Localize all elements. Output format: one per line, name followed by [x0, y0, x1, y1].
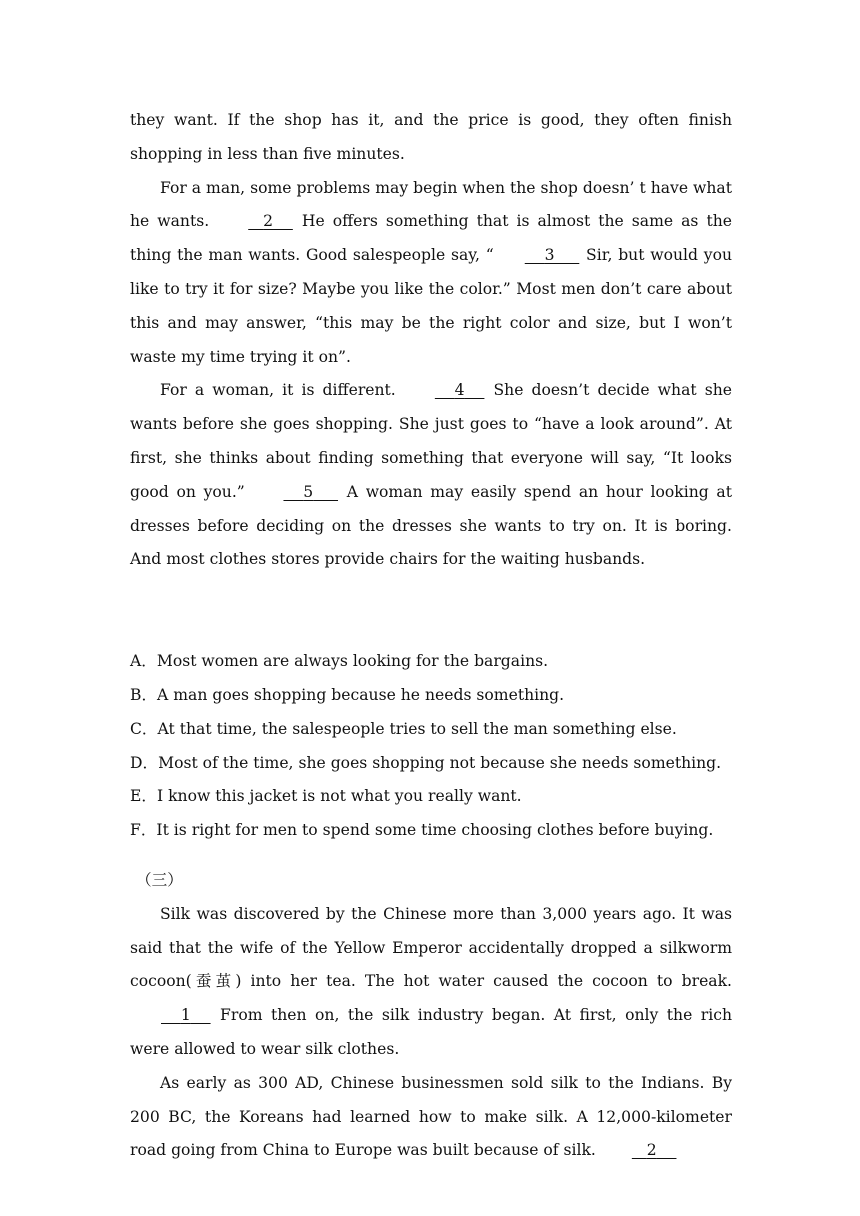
option-b: B．A man goes shopping because he needs something.	[130, 685, 565, 704]
text-segment: From then on, the silk industry began. At first, only the rich were allowed to wear silk clothes.	[130, 1006, 732, 1058]
text-segment: Sir, but would you like to try it for size? Maybe you like the color.” Most men don’t care about this and may answer, “this may be the right color and size, but I won’t waste my time trying it on”.	[130, 246, 732, 366]
spacer	[130, 577, 732, 645]
text-segment: Silk was discovered by the Chinese more than 3,000 years ago. It was said that the wife of the Yellow Emperor accidentally dropped a silkworm cocoon(蚕茧) into her tea. The hot water caused the cocoon to break.	[130, 904, 732, 991]
blank-3[interactable]: 3	[544, 246, 555, 265]
blank-5[interactable]: 5	[303, 482, 314, 501]
option-a: A．Most women are always looking for the bargains.	[130, 652, 549, 671]
paragraph-woman-shopping	[130, 374, 732, 577]
text-segment: For a man, some problems may begin when the shop doesn’ t have what he wants.	[130, 178, 732, 231]
text-segment: For a woman, it is different.	[160, 381, 404, 400]
text-segment: He offers something that is almost the same as the thing the man wants. Good salespeople say, “	[130, 212, 732, 265]
option-f: F．It is right for men to spend some time choosing clothes before buying.	[130, 821, 714, 840]
option-e: E．I know this jacket is not what you really want.	[130, 787, 522, 806]
blank-2[interactable]: 2	[263, 212, 274, 231]
option-d: D．Most of the time, she goes shopping not because she needs something.	[130, 753, 722, 772]
option-c: C．At that time, the salespeople tries to sell the man something else.	[130, 719, 677, 738]
text-segment: As early as 300 AD, Chinese businessmen sold silk to the Indians. By 200 BC, the Koreans had learned how to make silk. A 12,000-kilometer road going from China to Europe was built because of silk.	[130, 1073, 732, 1160]
blank-2-silk[interactable]: 2	[646, 1141, 657, 1160]
blank-1[interactable]: 1	[180, 1006, 191, 1025]
text-segment: She doesn’t decide what she wants before she goes shopping. She just goes to “have a look around”. At first, she thinks about finding something that everyone will say, “It looks good on you.”	[130, 381, 732, 501]
blank-4[interactable]: 4	[454, 381, 465, 400]
text-segment: A woman may easily spend an hour looking at dresses before deciding on the dresses she wants to try on. It is boring. And most clothes stores provide chairs for the waiting husbands.	[130, 482, 732, 569]
paragraph-man-shopping	[130, 172, 732, 375]
document-page	[130, 104, 732, 1168]
paragraph-silk-trade	[130, 1067, 732, 1168]
paragraph-continuation: they want. If the shop has it, and the price is good, they often finish shopping in less than five minutes.	[130, 111, 732, 163]
section-heading: （三）	[136, 870, 183, 889]
paragraph-silk-discovery	[130, 898, 732, 1067]
